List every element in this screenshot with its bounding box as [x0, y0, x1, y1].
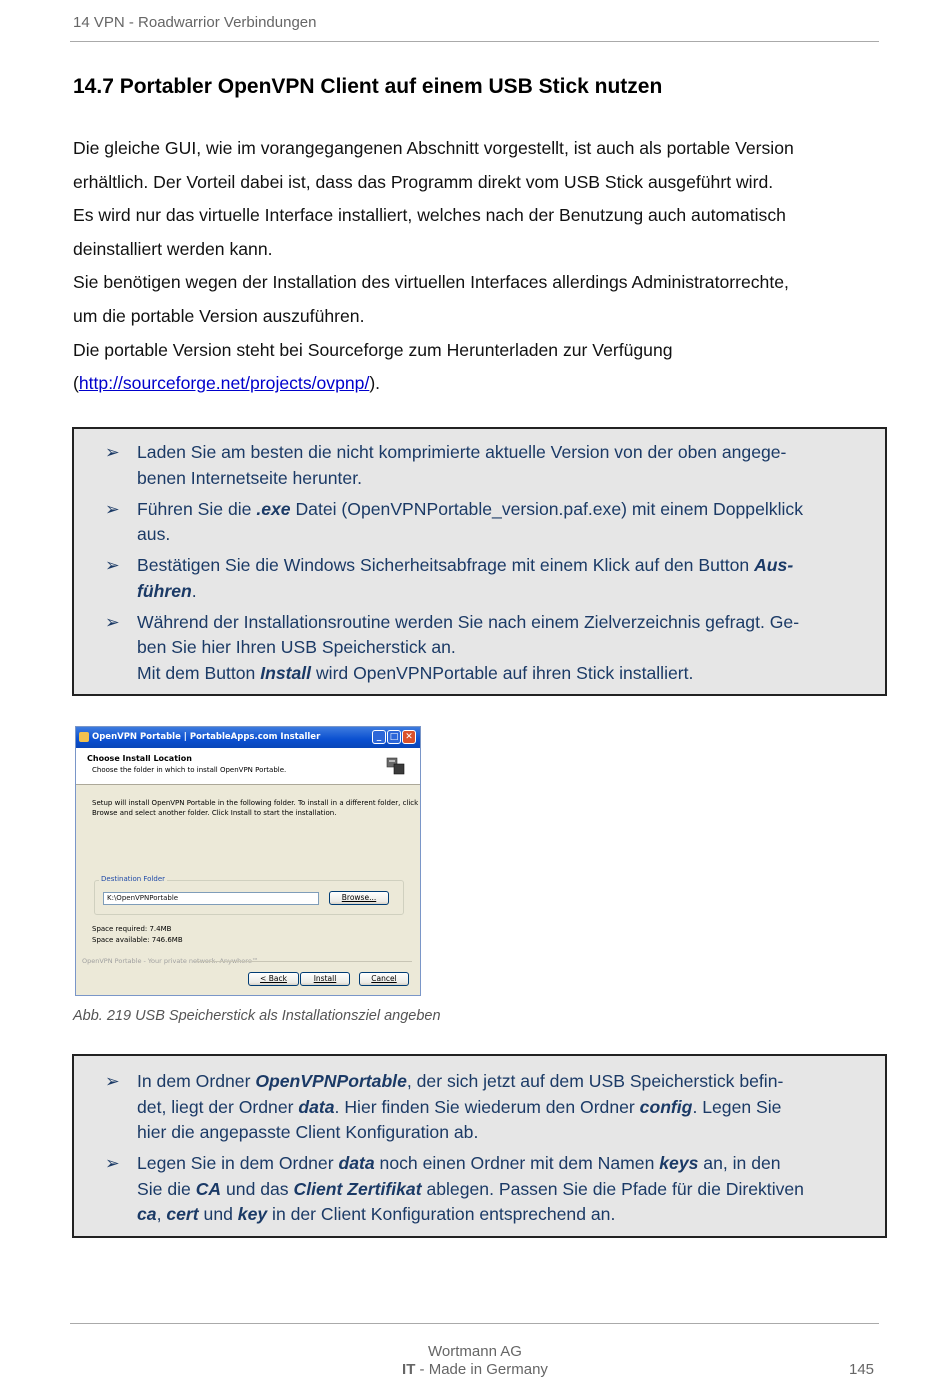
description-line: Browse and select another folder. Click Install to start the installation.	[92, 809, 337, 817]
window-titlebar	[76, 727, 420, 748]
installer-header	[76, 748, 420, 785]
section-title: 14.7 Portabler OpenVPN Client auf einem USB Stick nutzen	[73, 75, 663, 98]
list-item	[74, 553, 885, 604]
instruction-box-1	[72, 427, 887, 696]
list-item	[74, 1069, 885, 1146]
sourceforge-link[interactable]: http://sourceforge.net/projects/ovpnp/	[78, 373, 370, 394]
intro-line: Sie benötigen wegen der Installation des virtuellen Interfaces allerdings Administratorrechte,	[73, 272, 789, 293]
folders-icon	[386, 756, 406, 776]
footer-tagline: IT - Made in Germany	[402, 1361, 548, 1378]
description-line: Setup will install OpenVPN Portable in the following folder. To install in a different folder, click	[92, 799, 419, 807]
maximize-icon[interactable]: □	[387, 730, 401, 744]
cancel-button[interactable]: Cancel	[359, 972, 409, 986]
browse-button[interactable]: Browse...	[329, 891, 389, 905]
intro-line: Es wird nur das virtuelle Interface installiert, welches nach der Benutzung auch automatisch	[73, 205, 786, 226]
list-item	[74, 610, 885, 687]
arrow-bullet-icon: ➢	[105, 555, 120, 576]
installer-screenshot	[75, 726, 421, 996]
list-item-text: ben Sie hier Ihren USB Speicherstick an.	[137, 637, 456, 658]
intro-line: Die gleiche GUI, wie im vorangegangenen Abschnitt vorgestellt, ist auch als portable Version	[73, 138, 794, 158]
install-button[interactable]: Install	[300, 972, 350, 986]
arrow-bullet-icon: ➢	[105, 611, 120, 632]
list-item-text: aus.	[137, 524, 171, 545]
instruction-box-2	[72, 1054, 887, 1238]
paren-open: (	[73, 373, 79, 394]
list-item-text: Bestätigen Sie die Windows Sicherheitsabfrage mit einem Klick auf den Button Aus-	[137, 555, 794, 576]
destination-folder-input[interactable]: K:\OpenVPNPortable	[103, 892, 319, 905]
list-item	[74, 497, 885, 548]
list-item-text: Legen Sie in dem Ordner data noch einen Ordner mit dem Namen keys an, in den	[137, 1153, 781, 1174]
footer-company: Wortmann AG	[428, 1343, 522, 1360]
arrow-bullet-icon: ➢	[105, 1071, 120, 1091]
page-number: 145	[849, 1361, 875, 1378]
running-header: 14 VPN - Roadwarrior Verbindungen	[73, 14, 317, 31]
list-item-text: det, liegt der Ordner data. Hier finden Sie wiederum den Ordner config. Legen Sie	[137, 1096, 782, 1117]
list-item-text: führen.	[137, 580, 197, 601]
destination-legend: Destination Folder	[101, 875, 166, 883]
destination-group	[94, 875, 404, 915]
arrow-bullet-icon: ➢	[105, 1153, 120, 1174]
space-available: Space available: 746.6MB	[92, 936, 183, 944]
figure-caption: Abb. 219 USB Speicherstick als Installationsziel angeben	[73, 1008, 441, 1024]
minimize-icon[interactable]: _	[372, 730, 386, 744]
space-info	[92, 924, 183, 946]
installer-subheading: Choose the folder in which to install OpenVPN Portable.	[92, 766, 287, 774]
list-item-text: Laden Sie am besten die nicht komprimierte aktuelle Version von der oben angege-	[137, 442, 787, 462]
list-item-text: In dem Ordner OpenVPNPortable, der sich jetzt auf dem USB Speicherstick befin-	[137, 1071, 784, 1091]
paren-close: ).	[369, 373, 381, 394]
list-item-text: ca, cert und key in der Client Konfiguration entsprechend an.	[137, 1204, 616, 1225]
list-item	[74, 440, 885, 491]
list-item-text: Während der Installationsroutine werden Sie nach einem Zielverzeichnis gefragt. Ge-	[137, 611, 800, 632]
intro-line: erhältlich. Der Vorteil dabei ist, dass das Programm direkt vom USB Stick ausgeführt wird.	[73, 171, 774, 192]
arrow-bullet-icon: ➢	[105, 442, 120, 462]
window-title: OpenVPN Portable | PortableApps.com Installer	[92, 732, 321, 742]
list-item-text: Sie die CA und das Client Zertifikat ablegen. Passen Sie die Pfade für die Direktiven	[137, 1178, 804, 1199]
intro-line: um die portable Version auszuführen.	[73, 305, 365, 326]
branding-text: OpenVPN Portable - Your private network. Anywhere™	[82, 957, 259, 965]
arrow-bullet-icon: ➢	[105, 498, 120, 519]
list-item-text: hier die angepasste Client Konfiguration ab.	[137, 1122, 479, 1143]
list-item	[74, 1151, 885, 1228]
footer-divider	[70, 1323, 879, 1324]
branding-divider	[196, 961, 412, 962]
intro-line: Die portable Version steht bei Sourceforge zum Herunterladen zur Verfügung	[73, 339, 673, 360]
intro-line: deinstalliert werden kann.	[73, 238, 273, 259]
list-item-text: Mit dem Button Install wird OpenVPNPortable auf ihren Stick installiert.	[137, 662, 694, 683]
list-item-text: Führen Sie die .exe Datei (OpenVPNPortable_version.paf.exe) mit einem Doppelklick	[137, 498, 803, 519]
installer-description	[92, 798, 419, 818]
intro-link-line	[73, 367, 883, 401]
space-required: Space required: 7.4MB	[92, 925, 172, 933]
installer-heading: Choose Install Location	[87, 754, 192, 763]
intro-paragraph	[73, 132, 883, 401]
close-icon[interactable]: ✕	[402, 730, 416, 744]
app-icon	[79, 732, 89, 742]
list-item-text: benen Internetseite herunter.	[137, 467, 362, 488]
header-divider	[70, 41, 879, 42]
back-button[interactable]: < Back	[248, 972, 299, 986]
